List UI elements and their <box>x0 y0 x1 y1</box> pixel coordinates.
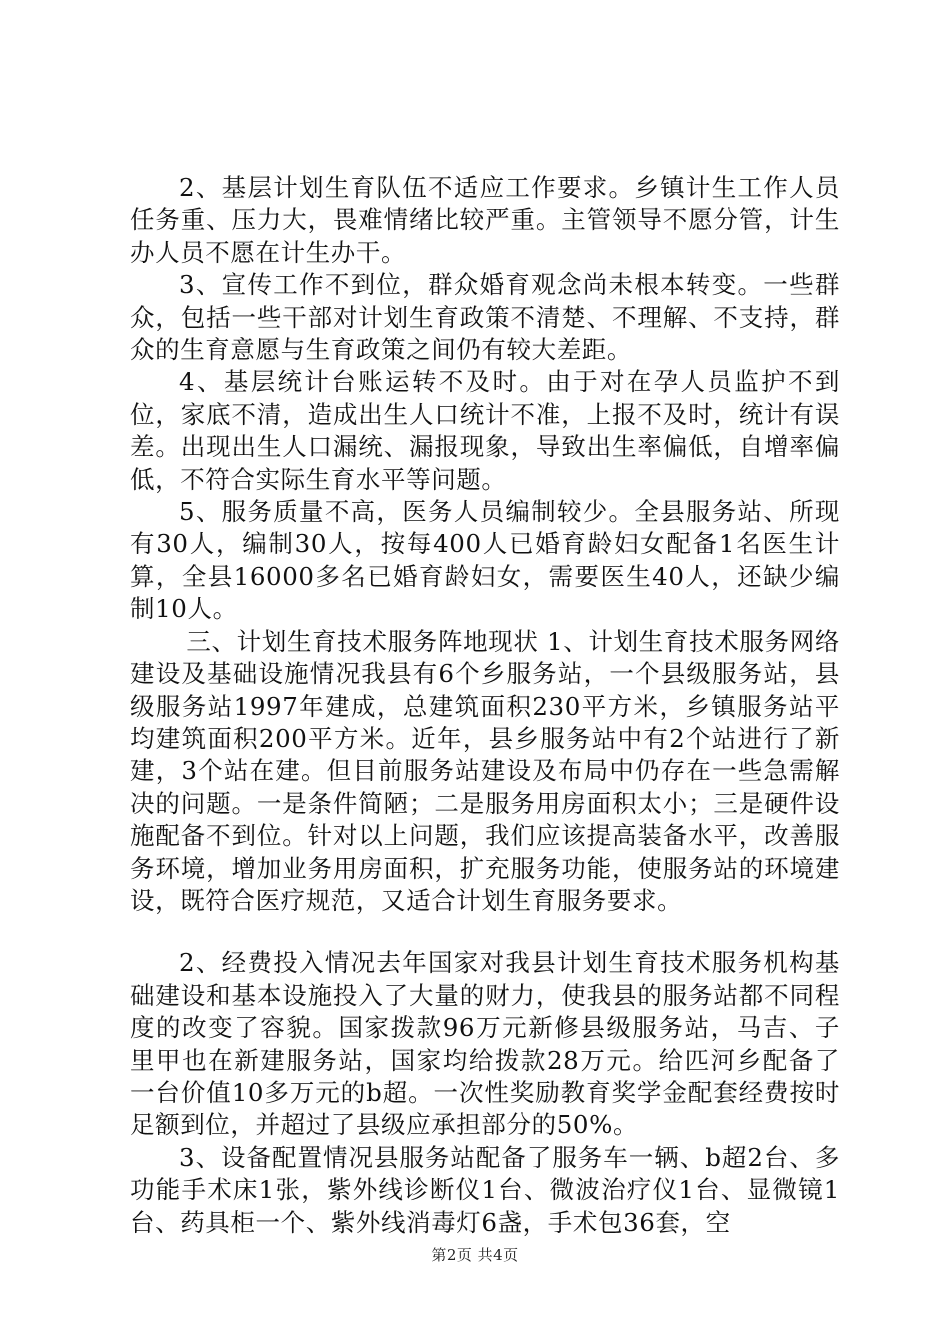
document-body <box>130 172 840 1239</box>
paragraph-service-quality: 5、服务质量不高，医务人员编制较少。全县服务站、所现有30人，编制30人，按每400人已婚育龄妇女配备1名医生计算，全县16000多名已婚育龄妇女，需要医生40人，还缺少编制10人。 <box>130 497 840 624</box>
paragraph-statistics-issue: 4、基层统计台账运转不及时。由于对在孕人员监护不到位，家底不清，造成出生人口统计不准，上报不及时，统计有误差。出现出生人口漏统、漏报现象，导致出生率偏低，自增率偏低，不符合实际生育水平等问题。 <box>130 367 840 494</box>
paragraph-section-three: 三、计划生育技术服务阵地现状 1、计划生育技术服务网络建设及基础设施情况我县有6个乡服务站，一个县级服务站，县级服务站1997年建成，总建筑面积230平方米，乡镇服务站平均建筑面积200平方米。近年，县乡服务站中有2个站进行了新建，3个站在建。但目前服务站建设及布局中仍存在一些急需解决的问题。一是条件简陋；二是服务用房面积太小；三是硬件设施配备不到位。针对以上问题，我们应该提高装备水平，改善服务环境，增加业务用房面积，扩充服务功能，使服务站的环境建设，既符合医疗规范，又适合计划生育服务要求。 <box>130 626 840 915</box>
paragraph-publicity-issue: 3、宣传工作不到位，群众婚育观念尚未根本转变。一些群众，包括一些干部对计划生育政策不清楚、不理解、不支持，群众的生育意愿与生育政策之间仍有较大差距。 <box>130 270 840 365</box>
paragraph-equipment: 3、设备配置情况县服务站配备了服务车一辆、b超2台、多功能手术床1张，紫外线诊断仪1台、微波治疗仪1台、显微镜1台、药具柜一个、紫外线消毒灯6盏，手术包36套，空 <box>130 1142 840 1237</box>
page-number-footer: 第2页 共4页 <box>431 1246 519 1264</box>
paragraph-staff-issue: 2、基层计划生育队伍不适应工作要求。乡镇计生工作人员任务重、压力大，畏难情绪比较严重。主管领导不愿分管，计生办人员不愿在计生办干。 <box>130 173 840 267</box>
paragraph-funding: 2、经费投入情况去年国家对我县计划生育技术服务机构基础建设和基本设施投入了大量的财力，使我县的服务站都不同程度的改变了容貌。国家拨款96万元新修县级服务站，马吉、子里甲也在新建服务站，国家均给拨款28万元。给匹河乡配备了一台价值10多万元的b超。一次性奖励教育奖学金配套经费按时足额到位，并超过了县级应承担部分的50%。 <box>130 948 840 1140</box>
